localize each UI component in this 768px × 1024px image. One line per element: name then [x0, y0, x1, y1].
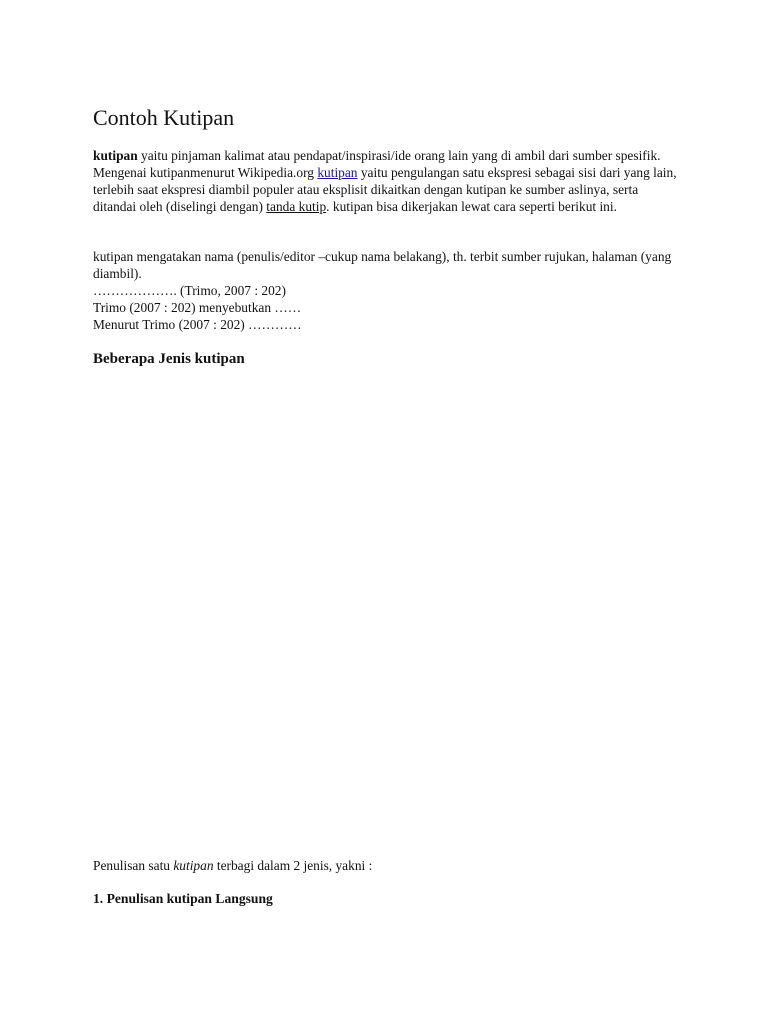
- citation-line-4: Menurut Trimo (2007 : 202) …………: [93, 317, 302, 332]
- types-italic-term: kutipan: [173, 858, 214, 873]
- tanda-kutip-underlined: tanda kutip: [266, 199, 327, 214]
- intro-text-1: yaitu pinjaman kalimat atau pendapat/inspirasi/ide orang lain yang di ambil dari sumber spesifik. Mengenai kutipanmenurut Wikipedia.org: [93, 148, 661, 180]
- citation-line-1: kutipan mengatakan nama (penulis/editor –cukup nama belakang), th. terbit sumber rujukan, halaman (yang diambil).: [93, 249, 672, 281]
- types-text-2: terbagi dalam 2 jenis, yakni :: [213, 858, 373, 873]
- citation-paragraph: [93, 248, 683, 333]
- citation-line-2: ………………. (Trimo, 2007 : 202): [93, 283, 286, 298]
- intro-text-2: yaitu pengulangan satu ekspresi sebagai sisi dari yang lain, terlebih saat ekspresi diambil populer atau eksplisit dikaitkan dengan kutipan ke sumber aslinya, serta ditandai oleh (diselingi dengan): [93, 165, 677, 214]
- types-paragraph: [93, 857, 683, 874]
- subheading-langsung: 1. Penulisan kutipan Langsung: [93, 891, 273, 906]
- section-heading: Beberapa Jenis kutipan: [93, 351, 245, 367]
- intro-paragraph: [93, 147, 683, 215]
- intro-text-3: . kutipan bisa dikerjakan lewat cara seperti berikut ini.: [326, 199, 617, 214]
- page-title: Contoh Kutipan: [93, 105, 235, 130]
- citation-line-3: Trimo (2007 : 202) menyebutkan ……: [93, 300, 302, 315]
- types-text-1: Penulisan satu: [93, 858, 174, 873]
- intro-bold-term: kutipan: [93, 148, 138, 163]
- kutipan-link[interactable]: kutipan: [317, 165, 358, 180]
